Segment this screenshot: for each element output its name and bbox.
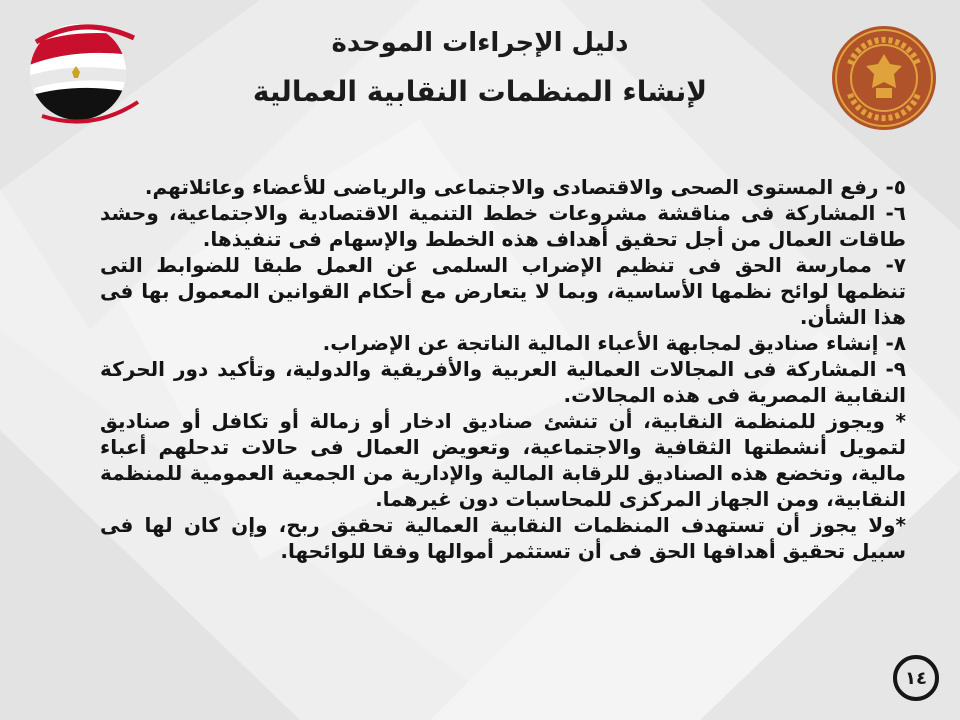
page-number-badge: ١٤ (893, 655, 939, 701)
ministry-of-manpower-logo (830, 24, 938, 132)
title-line-2: لإنشاء المنظمات النقابية العمالية (252, 75, 708, 108)
paragraph-item-5: ٥- رفع المستوى الصحى والاقتصادى والاجتماعى والرياضى للأعضاء وعائلاتهم. (144, 175, 906, 199)
paragraph-item-8: ٨- إنشاء صناديق لمجابهة الأعباء المالية الناتجة عن الإضراب. (322, 331, 906, 355)
paragraph-item-7: ٧- ممارسة الحق فى تنظيم الإضراب السلمى عن العمل طبقا للضوابط التى تنظمها لوائح نظمها الأساسية، وبما لا يتعارض مع أحكام القوانين المعمول بها فى هذا الشأن. (100, 253, 906, 329)
egypt-flag-logo (22, 20, 140, 126)
paragraph-note-profit: *ولا يجوز أن تستهدف المنظمات النقابية العمالية تحقيق ربح، وإن كان لها فى سبيل تحقيق أهدافها الحق فى أن تستثمر أموالها وفقا للوائحها. (100, 513, 906, 563)
header-title (220, 22, 740, 120)
title-line-1: دليل الإجراءات الموحدة (331, 28, 629, 58)
paragraph-item-9: ٩- المشاركة فى المجالات العمالية العربية والأفريقية والدولية، وتأكيد دور الحركة النقابية المصرية فى هذه المجالات. (100, 357, 906, 407)
paragraph-item-6: ٦- المشاركة فى مناقشة مشروعات خطط التنمية الاقتصادية والاجتماعية، وحشد طاقات العمال من أجل تحقيق أهداف هذه الخطط والإسهام فى تنفيذها. (100, 201, 906, 251)
body-text (100, 174, 906, 564)
paragraph-note-funds: * ويجوز للمنظمة النقابية، أن تنشئ صناديق ادخار أو زمالة أو تكافل أو صناديق لتمويل أنشطتها الثقافية والاجتماعية، وتعويض العمال فى حالات تدحلهم أعباء مالية، وتخضع هذه الصناديق للرقابة المالية والإدارية من الجمعية العمومية للمنظمة النقابية، ومن الجهاز المركزى للمحاسبات دون غيرهما. (100, 409, 906, 511)
